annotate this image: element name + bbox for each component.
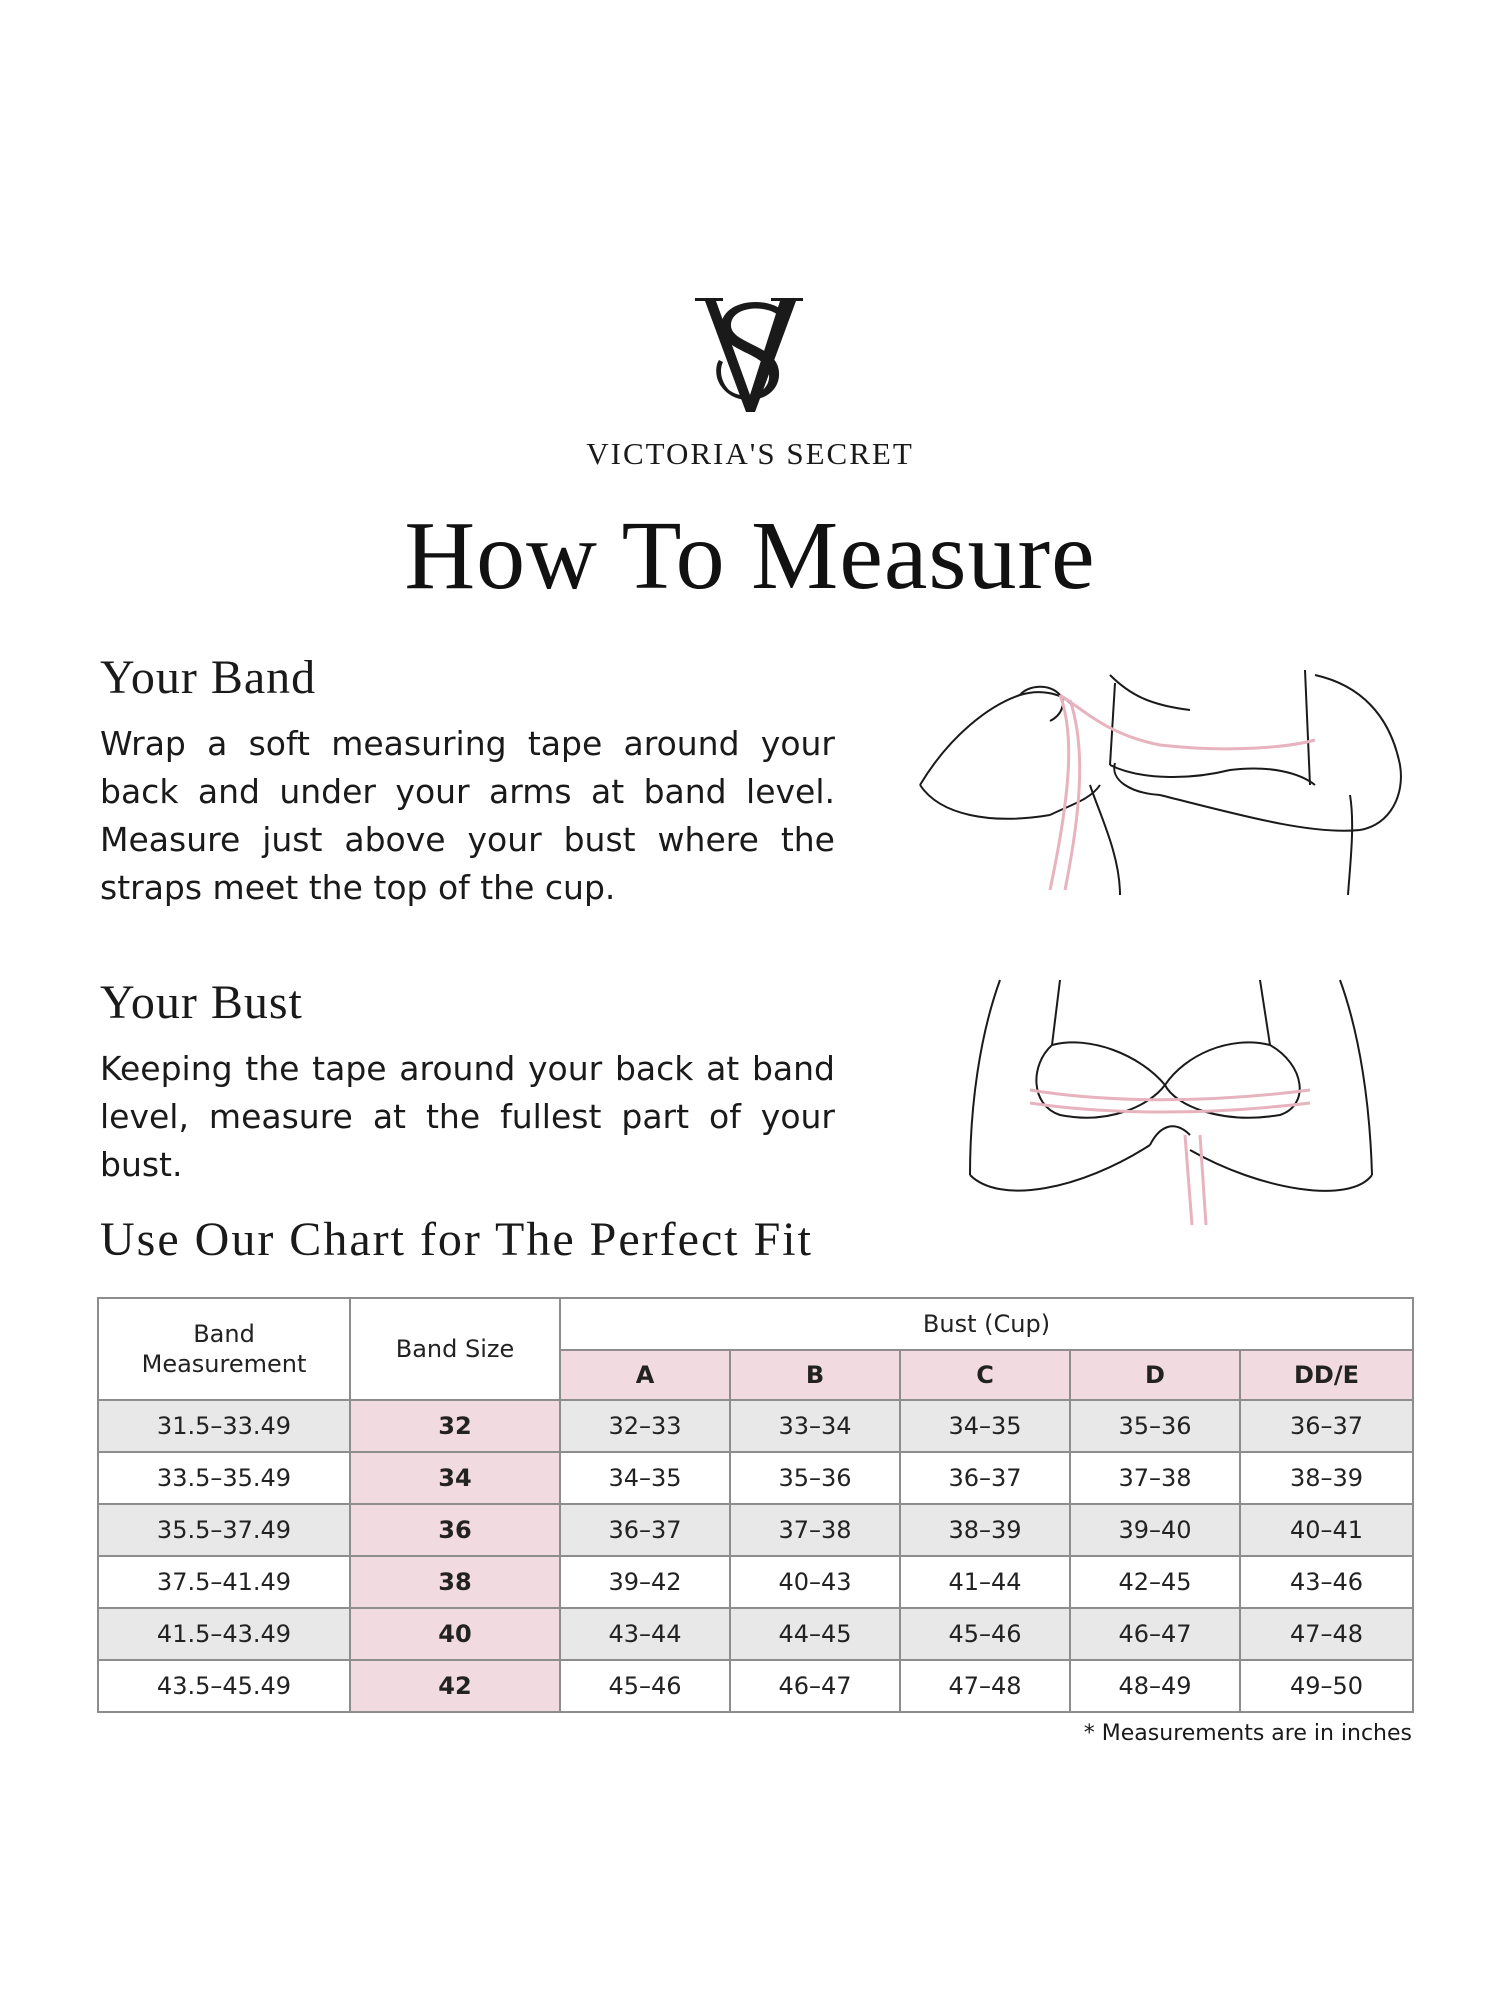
page-title: How To Measure xyxy=(404,502,1096,610)
size-chart-table xyxy=(97,1297,1414,1713)
cup-cell: 46–47 xyxy=(1070,1608,1240,1660)
band-size-cell: 32 xyxy=(350,1400,560,1452)
measurement-footnote: * Measurements are in inches xyxy=(1083,1721,1412,1746)
cup-cell: 36–37 xyxy=(900,1452,1070,1504)
header-cup-c: C xyxy=(900,1350,1070,1400)
header-cup-b: B xyxy=(730,1350,900,1400)
cup-cell: 47–48 xyxy=(900,1660,1070,1712)
cup-cell: 35–36 xyxy=(1070,1400,1240,1452)
chart-heading: Use Our Chart for The Perfect Fit xyxy=(100,1213,813,1266)
band-instructions: Wrap a soft measuring tape around your back and under your arms at band level. Measure just above your bust where the straps meet the top of the cup. xyxy=(100,724,835,907)
cup-cell: 36–37 xyxy=(1240,1400,1413,1452)
header-cup-dde: DD/E xyxy=(1240,1350,1413,1400)
cup-cell: 43–46 xyxy=(1240,1556,1413,1608)
cup-cell: 41–44 xyxy=(900,1556,1070,1608)
header-cup-a: A xyxy=(560,1350,730,1400)
band-size-cell: 36 xyxy=(350,1504,560,1556)
cup-cell: 39–42 xyxy=(560,1556,730,1608)
cup-cell: 35–36 xyxy=(730,1452,900,1504)
cup-cell: 33–34 xyxy=(730,1400,900,1452)
header-band-measurement: Band Measurement xyxy=(98,1298,350,1400)
header-cup-d: D xyxy=(1070,1350,1240,1400)
vs-monogram-icon xyxy=(685,290,815,420)
brand-logo xyxy=(0,290,1500,420)
band-measurement-cell: 37.5–41.49 xyxy=(98,1556,350,1608)
brand-name: VICTORIA'S SECRET xyxy=(586,436,914,471)
cup-cell: 47–48 xyxy=(1240,1608,1413,1660)
measure-band-illustration xyxy=(910,655,1410,895)
cup-cell: 44–45 xyxy=(730,1608,900,1660)
cup-cell: 34–35 xyxy=(900,1400,1070,1452)
cup-cell: 39–40 xyxy=(1070,1504,1240,1556)
cup-cell: 36–37 xyxy=(560,1504,730,1556)
cup-cell: 49–50 xyxy=(1240,1660,1413,1712)
header-band-size: Band Size xyxy=(350,1298,560,1400)
cup-cell: 37–38 xyxy=(1070,1452,1240,1504)
cup-cell: 34–35 xyxy=(560,1452,730,1504)
table-row xyxy=(98,1660,1413,1712)
table-row xyxy=(98,1400,1413,1452)
cup-cell: 48–49 xyxy=(1070,1660,1240,1712)
bust-instructions: Keeping the tape around your back at band level, measure at the fullest part of your bust. xyxy=(100,1049,835,1184)
band-measurement-cell: 41.5–43.49 xyxy=(98,1608,350,1660)
cup-cell: 45–46 xyxy=(900,1608,1070,1660)
band-size-cell: 38 xyxy=(350,1556,560,1608)
band-measurement-cell: 33.5–35.49 xyxy=(98,1452,350,1504)
band-heading: Your Band xyxy=(100,651,317,704)
band-measurement-cell: 35.5–37.49 xyxy=(98,1504,350,1556)
table-row xyxy=(98,1556,1413,1608)
cup-cell: 32–33 xyxy=(560,1400,730,1452)
band-measurement-cell: 43.5–45.49 xyxy=(98,1660,350,1712)
cup-cell: 37–38 xyxy=(730,1504,900,1556)
header-bust-cup: Bust (Cup) xyxy=(560,1298,1413,1350)
band-size-cell: 34 xyxy=(350,1452,560,1504)
measure-bust-illustration xyxy=(960,975,1380,1225)
table-row xyxy=(98,1608,1413,1660)
cup-cell: 46–47 xyxy=(730,1660,900,1712)
cup-cell: 42–45 xyxy=(1070,1556,1240,1608)
bust-heading: Your Bust xyxy=(100,976,303,1029)
cup-cell: 38–39 xyxy=(1240,1452,1413,1504)
table-row xyxy=(98,1504,1413,1556)
cup-cell: 38–39 xyxy=(900,1504,1070,1556)
cup-cell: 40–43 xyxy=(730,1556,900,1608)
cup-cell: 40–41 xyxy=(1240,1504,1413,1556)
cup-cell: 45–46 xyxy=(560,1660,730,1712)
band-size-cell: 42 xyxy=(350,1660,560,1712)
band-size-cell: 40 xyxy=(350,1608,560,1660)
table-row xyxy=(98,1452,1413,1504)
cup-cell: 43–44 xyxy=(560,1608,730,1660)
band-measurement-cell: 31.5–33.49 xyxy=(98,1400,350,1452)
